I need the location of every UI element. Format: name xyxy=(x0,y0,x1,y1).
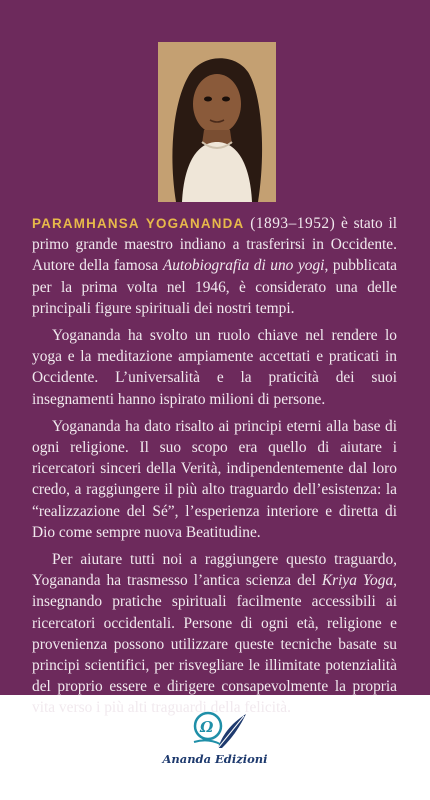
bio-paragraph-4-end: , insegnando pratiche spirituali facilmente accessibili ai ricercatori occidentali. Persone di ogni età, religione e provenienza possono utilizzare queste tecniche basate su principi scientifici, per risvegliare le illimitate potenzialità del proprio essere e dirigere consapevolmente la propria vita verso i più alti traguardi della felicità. xyxy=(32,572,398,717)
bio-paragraph-4-text: Per aiutare tutti noi a raggiungere questo traguardo, Yogananda ha trasmesso l’antica scienza del xyxy=(32,551,397,590)
author-name: PARAMHANSA YOGANANDA xyxy=(32,216,245,231)
publisher-logo xyxy=(160,708,270,768)
bio-paragraph-1 xyxy=(32,213,397,319)
author-years: (1893–1952) xyxy=(250,215,336,232)
bio-paragraph-2: Yogananda ha svolto un ruolo chiave nel rendere lo yoga e la meditazione ampiamente accettati e praticati in Occidente. L’universalità e la praticità dei suoi insegnamenti hanno ispirato milioni di persone. xyxy=(32,327,397,408)
author-biography xyxy=(32,213,397,725)
publisher-name: Ananda Edizioni xyxy=(162,752,268,766)
bio-paragraph-3: Yogananda ha dato risalto ai principi eterni alla base di ogni religione. Il suo scopo era quello di aiutare i ricercatori sinceri della Verità, indipendentemente dal loro credo, a raggiungere il più alto traguardo dell’esistenza: la “realizzazione del Sé”, l’esperienza interiore e diretta di Dio come sempre nuova Beatitudine. xyxy=(32,417,397,541)
svg-text:Ω: Ω xyxy=(200,718,214,736)
bio-paragraph-1-text: è stato il primo grande maestro indiano a trasferirsi in Occidente. Autore della famosa xyxy=(32,215,397,275)
publisher-emblem-icon xyxy=(160,708,270,752)
author-portrait xyxy=(158,42,276,202)
bio-paragraph-1-end: , pubblicata per la prima volta nel 1946, è considerato una delle principali figure spirituali dei nostri tempi. xyxy=(32,257,397,317)
book-title: Autobiografia di uno yogi xyxy=(162,257,325,275)
kriya-yoga-term: Kriya Yoga xyxy=(321,572,394,590)
bio-paragraph-4 xyxy=(32,549,397,719)
